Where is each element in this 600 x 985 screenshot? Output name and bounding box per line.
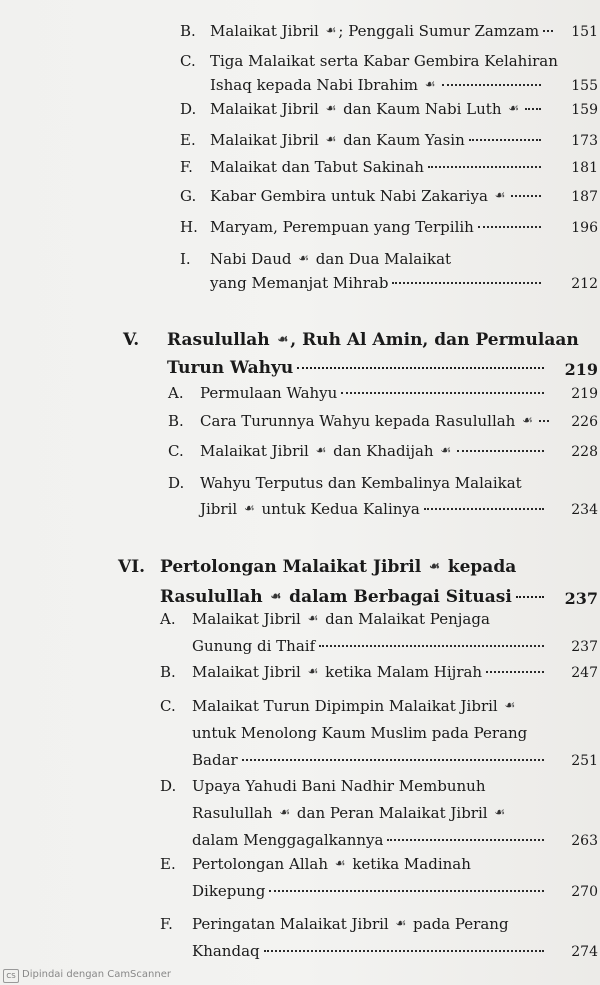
entry-title-line [210, 218, 545, 236]
entry-title-line [192, 882, 548, 900]
dot-leader [516, 596, 544, 598]
honorific-icon: ☙ [504, 698, 516, 712]
chapter-title-line [167, 358, 548, 378]
entry-letter: D. [160, 777, 177, 795]
honorific-icon: ☙ [277, 332, 289, 346]
page-number: 237 [571, 639, 598, 655]
entry-title-line [192, 777, 558, 795]
dot-leader [297, 367, 544, 369]
title-text: Malaikat Turun Dipimpin Malaikat Jibril ☙ [192, 697, 516, 715]
page-number: 263 [571, 833, 598, 849]
honorific-icon: ☙ [307, 664, 319, 678]
page-number: 173 [571, 133, 598, 149]
dot-leader [469, 139, 541, 141]
page-number: 226 [571, 414, 598, 430]
honorific-icon: ☙ [494, 188, 506, 202]
honorific-icon: ☙ [508, 101, 520, 115]
title-text: Pertolongan Malaikat Jibril ☙ kepada [160, 557, 517, 577]
honorific-icon: ☙ [325, 23, 337, 37]
title-text: Kabar Gembira untuk Nabi Zakariya ☙ [210, 187, 506, 205]
entry-title-line [192, 663, 548, 681]
title-text: Pertolongan Allah ☙ ketika Madinah [192, 855, 471, 873]
dot-leader [392, 282, 541, 284]
chapter-title-line [160, 557, 558, 577]
dot-leader [486, 671, 544, 673]
entry-letter: B. [168, 412, 184, 430]
title-text: Malaikat Jibril ☙ dan Kaum Nabi Luth ☙ [210, 100, 520, 118]
entry-title-line [192, 751, 548, 769]
entry-letter: I. [180, 250, 191, 268]
entry-title-line [210, 131, 545, 149]
honorific-icon: ☙ [307, 611, 319, 625]
page-number: 196 [571, 220, 598, 236]
page-number: 251 [571, 753, 598, 769]
entry-title-line [192, 610, 558, 628]
page-number: 237 [564, 589, 598, 608]
title-text: Ishaq kepada Nabi Ibrahim ☙ [210, 76, 436, 94]
title-text: Tiga Malaikat serta Kabar Gembira Kelahiran [210, 52, 558, 70]
title-text: Nabi Daud ☙ dan Dua Malaikat [210, 250, 452, 268]
entry-title-line [210, 100, 545, 118]
honorific-icon: ☙ [243, 501, 255, 515]
scanner-footer [0, 967, 600, 985]
title-text: Gunung di Thaif [192, 637, 316, 655]
honorific-icon: ☙ [424, 77, 436, 91]
dot-leader [525, 108, 541, 110]
honorific-icon: ☙ [279, 805, 291, 819]
honorific-icon: ☙ [522, 413, 533, 427]
entry-letter: C. [168, 442, 184, 460]
title-text: Malaikat Jibril ☙ ; Penggali Sumur Zamzam [210, 22, 540, 40]
dot-leader [424, 508, 544, 510]
entry-title-line [192, 855, 558, 873]
entry-title-line [200, 384, 548, 402]
title-text: Malaikat dan Tabut Sakinah [210, 158, 424, 176]
page-number: 247 [571, 665, 598, 681]
entry-title-line [210, 158, 545, 176]
entry-letter: C. [180, 52, 196, 70]
title-text: Rasulullah ☙ dalam Berbagai Situasi [160, 587, 512, 607]
honorific-icon: ☙ [395, 916, 407, 930]
chapter-numeral: VI. [118, 557, 146, 577]
camscanner-logo-icon: CS [3, 969, 19, 983]
entry-title-line [192, 942, 548, 960]
honorific-icon: ☙ [325, 132, 337, 146]
title-text: Malaikat Jibril ☙ ketika Malam Hijrah [192, 663, 483, 681]
entry-letter: H. [180, 218, 198, 236]
title-text: Jibril ☙ untuk Kedua Kalinya [200, 500, 420, 518]
page-number: 212 [571, 276, 598, 292]
entry-letter: A. [160, 610, 176, 628]
title-text: Rasulullah ☙ dan Peran Malaikat Jibril ☙ [192, 804, 506, 822]
chapter-title-line [167, 330, 579, 350]
entry-letter: B. [180, 22, 196, 40]
page-number: 219 [564, 360, 598, 379]
entry-letter: F. [160, 915, 173, 933]
dot-leader [387, 839, 544, 841]
entry-title-line [192, 915, 558, 933]
title-text: Maryam, Perempuan yang Terpilih [210, 218, 474, 236]
dot-leader [543, 30, 553, 32]
dot-leader [341, 392, 544, 394]
chapter-numeral: V. [123, 330, 140, 350]
entry-title-line [200, 500, 548, 518]
entry-letter: G. [180, 187, 197, 205]
dot-leader [442, 84, 541, 86]
title-text: Turun Wahyu [167, 358, 294, 378]
dot-leader [457, 450, 544, 452]
title-text: Peringatan Malaikat Jibril ☙ pada Perang [192, 915, 509, 933]
dot-leader [478, 226, 541, 228]
entry-title-line [192, 804, 558, 822]
entry-letter: A. [168, 384, 184, 402]
dot-leader [269, 890, 544, 892]
honorific-icon: ☙ [494, 805, 506, 819]
title-text: untuk Menolong Kaum Muslim pada Perang [192, 724, 528, 742]
page-number: 187 [571, 189, 598, 205]
title-text: Malaikat Jibril ☙ dan Khadijah ☙ [200, 442, 452, 460]
title-text: Badar [192, 751, 238, 769]
entry-letter: C. [160, 697, 176, 715]
entry-title-line [210, 22, 545, 40]
title-text: Cara Turunnya Wahyu kepada Rasulullah ☙ [200, 412, 533, 430]
entry-title-line [200, 412, 548, 430]
entry-letter: E. [160, 855, 176, 873]
page-number: 159 [571, 102, 598, 118]
honorific-icon: ☙ [325, 101, 337, 115]
title-text: Dikepung [192, 882, 266, 900]
dot-leader [428, 166, 541, 168]
title-text: Wahyu Terputus dan Kembalinya Malaikat [200, 474, 522, 492]
entry-letter: F. [180, 158, 193, 176]
dot-leader [319, 645, 544, 647]
title-text: Khandaq [192, 942, 260, 960]
title-text: Malaikat Jibril ☙ dan Malaikat Penjaga [192, 610, 490, 628]
page-number: 270 [571, 884, 598, 900]
scanner-watermark-text: Dipindai dengan CamScanner [22, 969, 171, 980]
page-number: 234 [571, 502, 598, 518]
entry-title-line [192, 697, 558, 715]
entry-title-line [210, 76, 545, 94]
entry-letter: B. [160, 663, 176, 681]
honorific-icon: ☙ [429, 559, 440, 573]
title-text: dalam Menggagalkannya [192, 831, 384, 849]
dot-leader [511, 195, 541, 197]
page-number: 219 [571, 386, 598, 402]
entry-title-line [210, 250, 555, 268]
title-text: Upaya Yahudi Bani Nadhir Membunuh [192, 777, 486, 795]
entry-title-line [192, 724, 558, 742]
page-number: 274 [571, 944, 598, 960]
entry-title-line [210, 52, 558, 70]
honorific-icon: ☙ [334, 856, 346, 870]
title-text: Rasulullah ☙ , Ruh Al Amin, dan Permulaan [167, 330, 579, 350]
entry-letter: D. [180, 100, 197, 118]
page-number: 181 [571, 160, 598, 176]
title-text: yang Memanjat Mihrab [210, 274, 389, 292]
honorific-icon: ☙ [315, 443, 327, 457]
honorific-icon: ☙ [298, 251, 310, 265]
chapter-title-line [160, 587, 548, 607]
entry-title-line [210, 274, 545, 292]
title-text: Permulaan Wahyu [200, 384, 338, 402]
entry-title-line [200, 474, 558, 492]
entry-title-line [192, 831, 548, 849]
entry-title-line [200, 442, 548, 460]
page-number: 155 [571, 78, 598, 94]
entry-title-line [210, 187, 545, 205]
entry-letter: D. [168, 474, 185, 492]
dot-leader [264, 950, 544, 952]
honorific-icon: ☙ [440, 443, 452, 457]
page-number: 151 [571, 24, 598, 40]
entry-title-line [192, 637, 548, 655]
title-text: Malaikat Jibril ☙ dan Kaum Yasin [210, 131, 465, 149]
dot-leader [242, 759, 544, 761]
dot-leader [539, 420, 549, 422]
page-number: 228 [571, 444, 598, 460]
entry-letter: E. [180, 131, 196, 149]
honorific-icon: ☙ [270, 589, 282, 603]
